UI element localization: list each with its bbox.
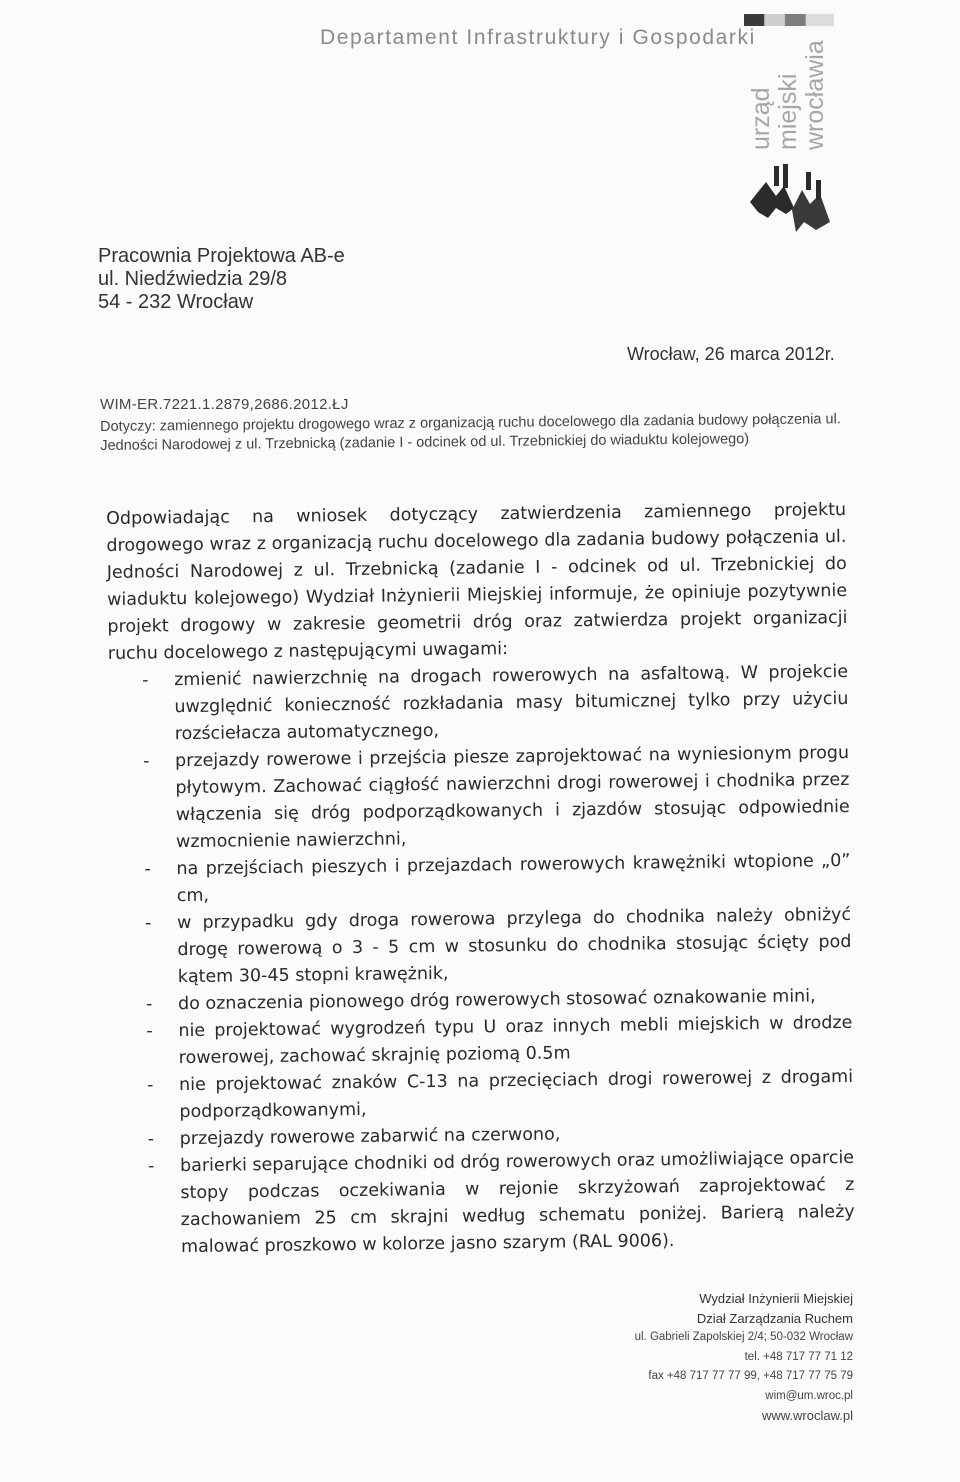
letter-date: Wrocław, 26 marca 2012r. xyxy=(627,344,835,364)
list-item: - do oznaczenia pionowego dróg rowerowych stosować oznakowanie mini, xyxy=(112,983,852,1019)
recipient-name: Pracownia Projektowa AB-e xyxy=(98,245,345,267)
list-item: - nie projektować znaków C-13 na przecięciach drogi rowerowej z drogami podporządkowanymi, xyxy=(113,1064,854,1127)
recipient-address xyxy=(98,245,345,314)
logo-word-urzad: urząd xyxy=(747,87,775,150)
footer-website: www.wroclaw.pl xyxy=(761,1408,853,1423)
letter-subject: Dotyczy: zamiennego projektu drogowego wraz z organizacją ruchu docelowego dla zadania budowy połączenia ul. Jedności Narodowej z ul. Trzebnicką (zadanie I - odcinek od ul. Trzebnickiej do wiaduktu kolejowego) xyxy=(100,411,841,454)
logo-word-wroclawia: wrocławia xyxy=(801,40,829,150)
reference-number: WIM-ER.7221.1.2879,2686.2012.ŁJ xyxy=(100,396,349,413)
list-item: - w przypadku gdy droga rowerowa przylega do chodnika należy obniżyć drogę rowerową o 3 - 5 cm w stosunku do chodnika stosując ścięty pod kątem 30-45 stopni krawężnik, xyxy=(111,902,852,992)
department-name: Departament Infrastruktury i Gospodarki xyxy=(320,26,756,49)
footer-dept: Wydział Inżynierii Miejskiej xyxy=(699,1291,853,1306)
list-item: - nie projektować wygrodzeń typu U oraz innych mebli miejskich w drodze rowerowej, zachować skrajnię poziomą 0.5m xyxy=(112,1010,853,1073)
list-item: - przejazdy rowerowe i przejścia piesze zaprojektować na wyniesionym progu płytowym. Zachować ciągłość nawierzchni drogi rowerowej i chodnika przez włączenia się dróg podporządkowanych i zjazdów stosując odpowiednie wzmocnienie nawierzchni, xyxy=(109,740,850,857)
list-item: - barierki separujące chodniki od dróg rowerowych oraz umożliwiające oparcie stopy podczas oczekiwania w rejonie skrzyżowań zaprojektować z zachowaniem 25 cm skrajni według schematu poniżej. Barierą należy malować proszkowo w kolorze jasno szarym (RAL 9006). xyxy=(114,1145,855,1262)
list-item: - zmienić nawierzchnię na drogach rowerowych na asfaltową. W projekcie uwzględnić konieczność rozkładania masy bitumicznej tylko przy użyciu rozściełacza automatycznego, xyxy=(108,659,849,749)
logo-word-miejski: miejski xyxy=(774,73,802,150)
city-logo-text xyxy=(748,40,838,150)
footer-phone: tel. +48 717 77 71 12 xyxy=(744,1350,853,1363)
logo-color-bar xyxy=(744,14,834,26)
footer-address: ul. Gabrieli Zapolskiej 2/4; 50-032 Wrocław xyxy=(634,1331,853,1343)
remarks-list xyxy=(108,659,855,1262)
sender-footer xyxy=(635,1289,853,1426)
footer-email: wim@um.wroc.pl xyxy=(765,1389,853,1402)
city-emblem-icon xyxy=(746,160,836,240)
recipient-street: ul. Niedźwiedzia 29/8 xyxy=(98,268,287,290)
footer-fax: fax +48 717 77 77 99, +48 717 77 75 79 xyxy=(648,1370,853,1382)
list-item: - na przejściach pieszych i przejazdach rowerowych krawężniki wtopione „0” cm, xyxy=(110,848,851,911)
list-item: - przejazdy rowerowe zabarwić na czerwono, xyxy=(114,1118,854,1154)
body-intro: Odpowiadając na wniosek dotyczący zatwierdzenia zamiennego projektu drogowego wraz z organizacją ruchu docelowego dla zadania budowy połączenia ul. Jedności Narodowej z ul. Trzebnicką (zadanie I - odcinek od ul. Trzebnickiej do wiaduktu kolejowego) Wydział Inżynierii Miejskiej informuje, że opiniuje pozytywnie projekt drogowy w zakresie geometrii dróg oraz zatwierdza projekt organizacji ruchu docelowego z następującymi uwagami: xyxy=(106,499,848,664)
recipient-city: 54 - 232 Wrocław xyxy=(98,291,254,313)
footer-division: Dział Zarządzania Ruchem xyxy=(696,1310,853,1326)
letter-body xyxy=(106,497,855,1262)
